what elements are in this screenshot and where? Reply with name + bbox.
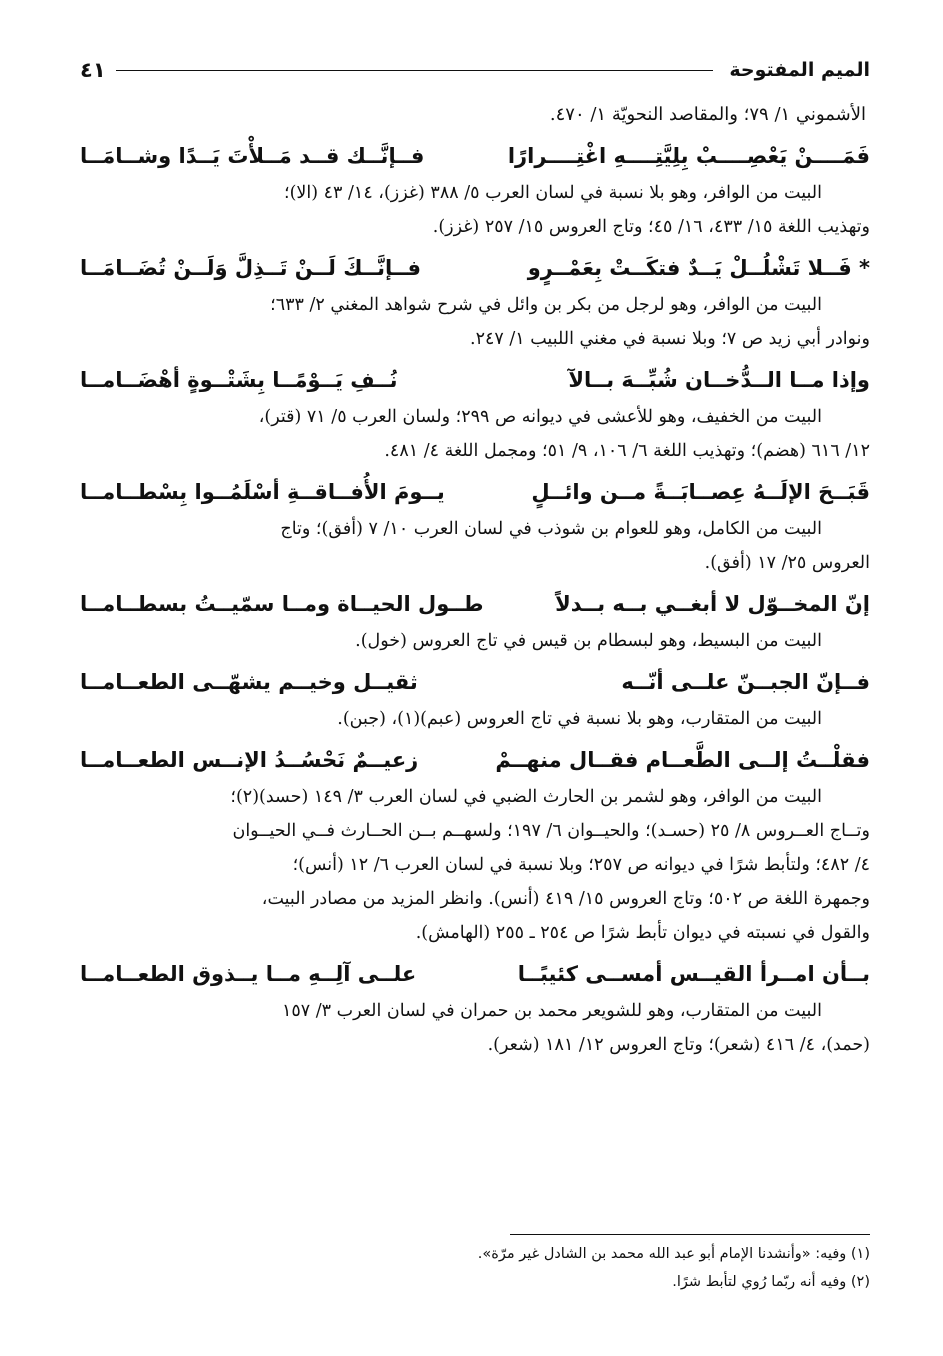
verse-note (80, 994, 870, 1062)
verse-first-hemistich: إنّ المخــوّل لا أبغــي بــه بــدلاً (555, 592, 870, 616)
verse (80, 472, 870, 512)
verse-note (80, 288, 870, 356)
verse-first-hemistich: بــأن امــرأ القيــس أمســى كئيبًــا (517, 962, 870, 986)
verse (80, 662, 870, 702)
verse-second-hemistich: ثقيــل وخيــم يشهّــى الطعــامــا (80, 670, 418, 694)
verse-note (80, 624, 870, 658)
note-line: البيت من الكامل، وهو للعوام بن شوذب في لسان العرب ١٠/ ٧ (أفق)؛ وتاج (280, 519, 822, 539)
verse-note (80, 780, 870, 950)
verse (80, 954, 870, 994)
entry-2 (80, 248, 870, 356)
verse-note (80, 176, 870, 244)
verse-second-hemistich: زعيــمٌ نَحْسُــدُ الإنــس الطعــامــا (80, 748, 419, 772)
note-line: البيت من المتقارب، وهو للشويعر محمد بن حمران في لسان العرب ٣/ ١٥٧ (281, 1001, 822, 1021)
note-line: وتهذيب اللغة ١٥/ ٤٣٣، ١٦/ ٤٥؛ وتاج العروس ١٥/ ٢٥٧ (غزز). (432, 217, 870, 237)
verse-note (80, 400, 870, 468)
note-line: وتــاج العــروس ٨/ ٢٥ (حسـد)؛ والحيــوان ٦/ ١٩٧؛ ولسهــم بــن الحــارث فــي الحيــوان (232, 821, 870, 841)
note-line: العروس ٢٥/ ١٧ (أفق). (704, 553, 870, 573)
verse-first-hemistich: فــإنّ الجبــنّ علــى أنّــه (621, 670, 870, 694)
note-line: والقول في نسبته في ديوان تأبط شرًا ص ٢٥٤ ـ ٢٥٥ (الهامش). (415, 923, 870, 943)
verse-second-hemistich: فــإنَّــكَ لَــنْ تَــذِلَّ وَلَــنْ تُضَــامَــا (80, 256, 422, 280)
verse-note (80, 512, 870, 580)
entry-7 (80, 740, 870, 950)
note-line: ٤/ ٤٨٢؛ ولتأبط شرًا في ديوانه ص ٢٥٧؛ وبلا نسبة في لسان العرب ٦/ ١٢ (أنس)؛ (292, 855, 870, 875)
verse-first-hemistich: وإذا مــا الــدُّخــان شُبِّــهَ بــالآ (568, 368, 870, 392)
note-line: البيت من الوافر، وهو بلا نسبة في لسان العرب ٥/ ٣٨٨ (غزز)، ١٤/ ٤٣ (الا)؛ (284, 183, 822, 203)
verse-second-hemistich: يــومَ الأُفــاقــةِ أسْلَمُــوا بِسْطــامــا (80, 480, 445, 504)
verse-first-hemistich: فَمَــــنْ يَعْصِــــبْ بِلِيَّتِــــهِ اغْتِــــرارًا (507, 144, 870, 168)
entry-1 (80, 136, 870, 244)
verse-second-hemistich: نُــفِ يَــوْمًــا بِشَتْــوةٍ أهْضَــامــا (80, 368, 398, 392)
verse-note (80, 702, 870, 736)
verse (80, 248, 870, 288)
note-line: البيت من البسيط، وهو لبسطام بن قيس في تاج العروس (خول). (355, 631, 822, 651)
verse (80, 584, 870, 624)
book-page (80, 52, 870, 1332)
footnote-rule (510, 1234, 870, 1235)
verse (80, 360, 870, 400)
note-line: البيت من المتقارب، وهو بلا نسبة في تاج العروس (عبم)(١)، (جبن). (337, 709, 822, 729)
note-line: ١٢/ ٦١٦ (هضم)؛ وتهذيب اللغة ٦/ ١٠٦، ٩/ ٥١؛ ومجمل اللغة ٤/ ٤٨١. (384, 441, 870, 461)
note-line: (حمد)، ٤/ ٤١٦ (شعر)؛ وتاج العروس ١٢/ ١٨١ (شعر). (487, 1035, 870, 1055)
note-line: البيت من الوافر، وهو لشمر بن الحارث الضبي في لسان العرب ٣/ ١٤٩ (حسد)(٢)؛ (230, 787, 822, 807)
header-rule (116, 70, 714, 71)
note-line: ونوادر أبي زيد ص ٧؛ وبلا نسبة في مغني اللبيب ١/ ٢٤٧. (470, 329, 870, 349)
page-number: ٤١ (80, 58, 106, 82)
verse-first-hemistich: قَبَــحَ الإلَــهُ عِصــابَــةً مــن وائــلٍ (531, 480, 870, 504)
entry-5 (80, 584, 870, 658)
verse (80, 740, 870, 780)
entry-4 (80, 472, 870, 580)
verse-first-hemistich: فقلْــتُ إلــى الطَّعــام فقــال منهــمْ (495, 748, 870, 772)
entry-3 (80, 360, 870, 468)
note-line: وجمهرة اللغة ص ٥٠٢؛ وتاج العروس ١٥/ ٤١٩ (أنس). وانظر المزيد من مصادر البيت، (261, 889, 870, 909)
verse-second-hemistich: علــى آلِــهِ مــا يــذوق الطعــامــا (80, 962, 417, 986)
note-line: البيت من الوافر، وهو لرجل من بكر بن وائل في شرح شواهد المغني ٢/ ٦٣٣؛ (270, 295, 822, 315)
verse-first-hemistich: * فَــلا تَشْلُــلْ يَــدٌ فتكَــتْ بِعَمْــرٍو (527, 256, 870, 280)
running-title: الميم المفتوحة (729, 59, 870, 81)
intro-line: الأشموني ١/ ٧٩؛ والمقاصد النحويّة ١/ ٤٧٠. (549, 104, 866, 125)
page-header (80, 52, 870, 88)
verse (80, 136, 870, 176)
footnote-2: (٢) وفيه أنه ربّما رُوي لتأبط شرًا. (672, 1274, 870, 1290)
verse-second-hemistich: فــإنَّــك قــد مَــلأْتَ يَــدًا وشــامَــا (80, 144, 425, 168)
note-line: البيت من الخفيف، وهو للأعشى في ديوانه ص ٢٩٩؛ ولسان العرب ٥/ ٧١ (قتر)، (258, 407, 822, 427)
verse-second-hemistich: طــول الحيــاة ومــا سمّيــتُ بسطــامــا (80, 592, 484, 616)
entry-6 (80, 662, 870, 736)
footnotes (80, 1240, 870, 1296)
footnote-1: (١) وفيه: «وأنشدنا الإمام أبو عبد الله محمد بن الشادل غير مرّة». (477, 1246, 870, 1262)
entry-8 (80, 954, 870, 1062)
